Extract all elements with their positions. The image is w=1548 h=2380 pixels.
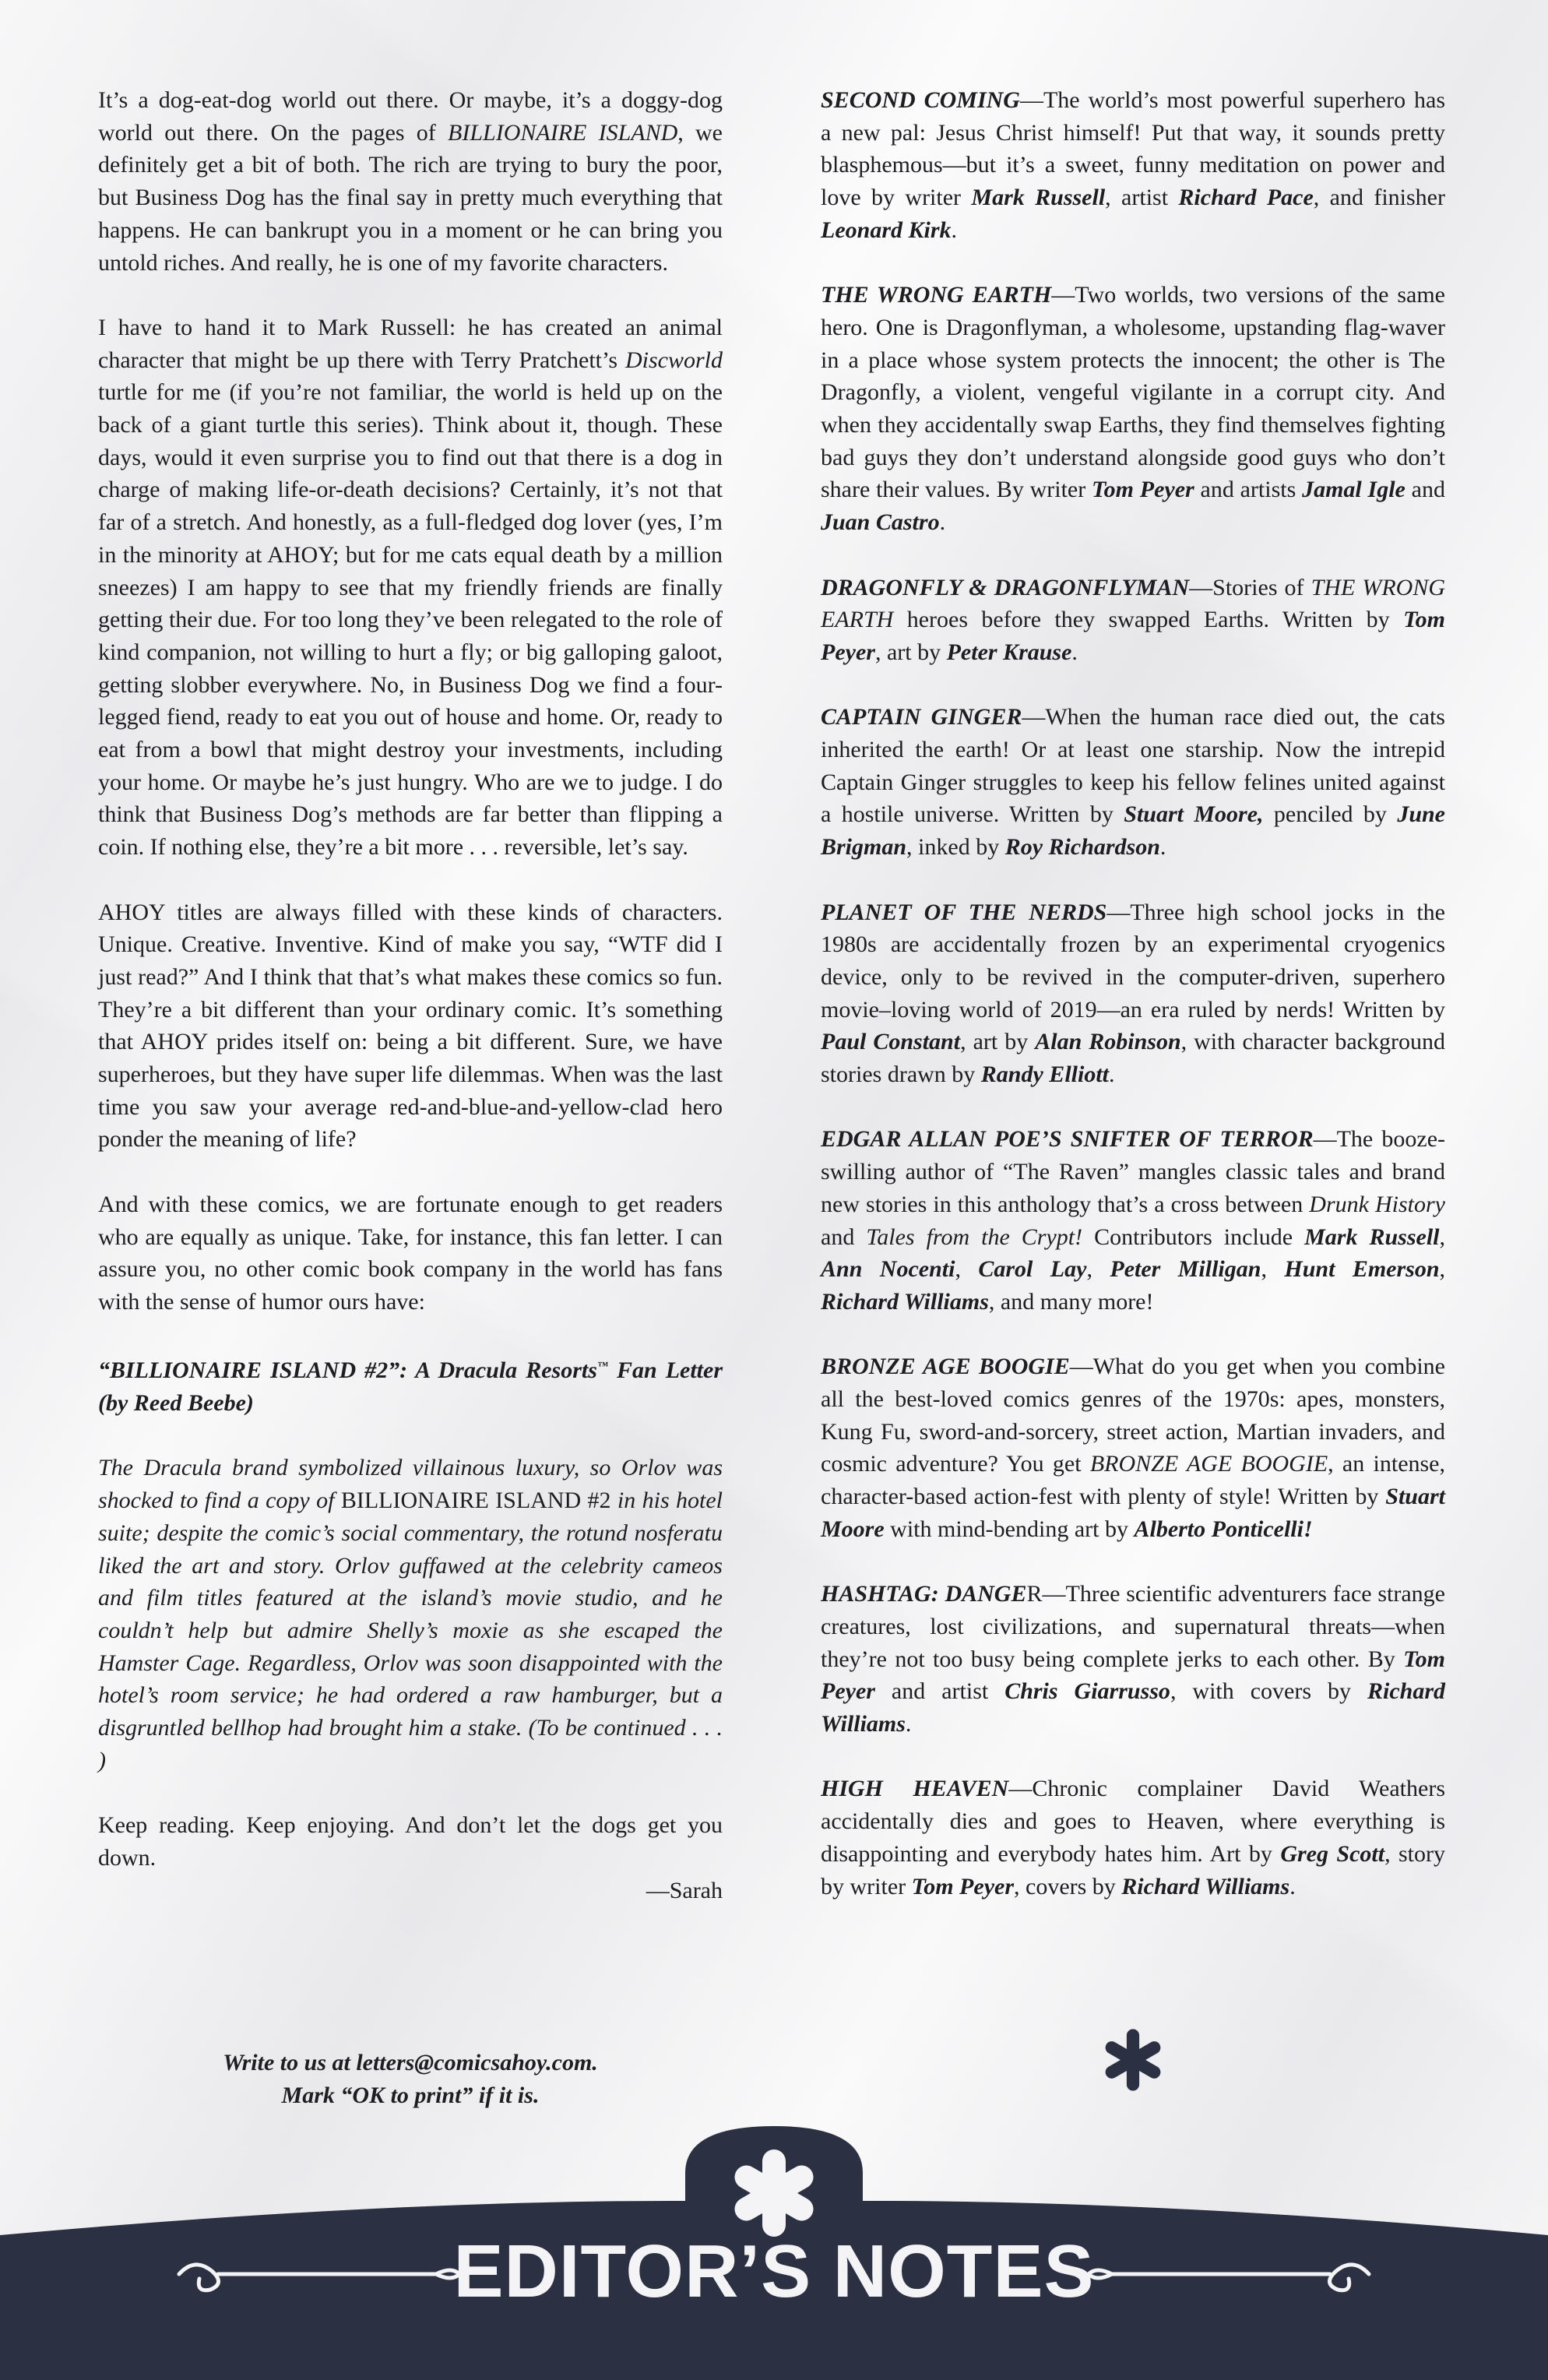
entry-snifter-of-terror: EDGAR ALLAN POE’S SNIFTER OF TERROR—The booze-swilling author of “The Raven” mangles classic tales and brand new stories in this anthology that’s a cross between Drunk History and Tales from the Crypt! Contributors include Mark Russell, Ann Nocenti, Carol Lay, Peter Milligan, Hunt Emerson, Richard Williams, and many more!	[821, 1126, 1446, 1315]
fan-letter-heading: “BILLIONAIRE ISLAND #2”: A Dracula Resorts™ Fan Letter (by Reed Beebe)	[98, 1357, 723, 1417]
entry-wrong-earth: THE WRONG EARTH—Two worlds, two versions of the same hero. One is Dragonflyman, a wholesome, upstanding flag-waver in a place whose system protects the innocent; the other is The Dragonfly, a violent, vengeful vigilante in a corrupt city. And when they accidentally swap Earths, they find themselves fighting bad guys they don’t understand alongside good guys who don’t share their values. By writer Tom Peyer and artists Jamal Igle and Juan Castro.	[821, 282, 1445, 536]
entry-high-heaven: HIGH HEAVEN—Chronic complainer David Weathers accidentally dies and goes to Heaven, where everything is disappointing and everybody hates him. Art by Greg Scott, story by writer Tom Peyer, covers by Richard Williams.	[821, 1776, 1446, 1899]
signature: —Sarah	[646, 1877, 723, 1903]
entry-dragonfly: DRAGONFLY & DRAGONFLYMAN—Stories of THE WRONG EARTH heroes before they swapped Earths. Written by Tom Peyer, art by Peter Krause.	[821, 574, 1445, 665]
write-to-us	[98, 2047, 723, 2111]
entry-second-coming: SECOND COMING—The world’s most powerful superhero has a new pal: Jesus Christ himself! Put that way, it sounds pretty blasphemous—but it’s a sweet, funny meditation on power and love by writer Mark Russell, artist Richard Pace, and finisher Leonard Kirk.	[821, 87, 1445, 243]
write-to-us-email: Write to us at letters@comicsahoy.com.	[223, 2050, 598, 2075]
paragraph-mark-russell: I have to hand it to Mark Russell: he has created an animal character that might be up there with Terry Pratchett’s Discworld turtle for me (if you’re not familiar, the world is held up on the back of a giant turtle this series). Think about it, though. These days, would it even surprise you to find out that there is a dog in charge of making life-or-death decisions? Certainly, it’s not that far of a stretch. And honestly, as a full-fledged dog lover (yes, I’m in the minority at AHOY; but for me cats equal death by a million sneezes) I am happy to see that my friendly friends are finally getting their due. For too long they’ve been relegated to the role of kind companion, not willing to hurt a fly; or big galloping galoot, getting slobber everywhere. No, in Business Dog we find a four-legged fiend, ready to eat you out of house and home. Or, ready to eat from a bowl that might destroy your investments, including your home. Or maybe he’s just hungry. Who are we to judge. I do think that Business Dog’s methods are far better than flipping a coin. If nothing else, they’re a bit more . . . reversible, let’s say.	[98, 314, 723, 861]
entry-captain-ginger: CAPTAIN GINGER—When the human race died out, the cats inherited the earth! Or at least one starship. Now the intrepid Captain Ginger struggles to keep his fellow felines united against a hostile universe. Written by Stuart Moore, penciled by June Brigman, inked by Roy Richardson.	[821, 704, 1445, 861]
entry-bronze-age-boogie: BRONZE AGE BOOGIE—What do you get when you combine all the best-loved comics genres of the 1970s: apes, monsters, Kung Fu, sword-and-sorcery, street action, Martian invaders, and cosmic adventure? You get BRONZE AGE BOOGIE, an intense, character-based action-fest with plenty of style! Written by Stuart Moore with mind-bending art by Alberto Ponticelli!	[821, 1354, 1445, 1542]
write-to-us-note: Mark “OK to print” if it is.	[281, 2082, 540, 2108]
paragraph-intro: It’s a dog-eat-dog world out there. Or maybe, it’s a doggy-dog world out there. On the pages of BILLIONAIRE ISLAND, we definitely get a bit of both. The rich are trying to bury the poor, but Business Dog has the final say in pretty much everything that happens. He can bankrupt you in a moment or he can bring you untold riches. And really, he is one of my favorite characters.	[98, 87, 723, 276]
banner-title: EDITOR’S NOTES	[453, 2230, 1095, 2313]
paragraph-closing: Keep reading. Keep enjoying. And don’t let the dogs get you down.	[98, 1812, 723, 1871]
right-column	[821, 84, 1445, 1903]
paragraph-readers: And with these comics, we are fortunate enough to get readers who are equally as unique. Take, for instance, this fan letter. I can assure you, no other comic book company in the world has fans with the sense of humor ours have:	[98, 1191, 723, 1315]
entry-hashtag-danger: HASHTAG: DANGER—Three scientific adventurers face strange creatures, lost civilizations, and supernatural threats—when they’re not too busy being complete jerks to each other. By Tom Peyer and artist Chris Giarrusso, with covers by Richard Williams.	[821, 1581, 1445, 1737]
left-column	[98, 84, 723, 1939]
paragraph-ahoy-titles: AHOY titles are always filled with these kinds of characters. Unique. Creative. Inventive. Kind of make you say, “WTF did I just read?” And I think that that’s what makes these comics so fun. They’re a bit different than your ordinary comic. It’s something that AHOY prides itself on: being a bit different. Sure, we have superheroes, but they have super life dilemmas. When was the last time you saw your average red-and-blue-and-yellow-clad hero ponder the meaning of life?	[98, 899, 723, 1153]
entry-planet-of-the-nerds: PLANET OF THE NERDS—Three high school jocks in the 1980s are accidentally frozen by an experimental cryogenics device, only to be revived in the computer-driven, superhero movie–loving world of 2019—an era ruled by nerds! Written by Paul Constant, art by Alan Robinson, with character background stories drawn by Randy Elliott.	[821, 899, 1445, 1088]
asterisk-icon	[1098, 2025, 1168, 2095]
fan-letter-body: The Dracula brand symbolized villainous luxury, so Orlov was shocked to find a copy of BILLIONAIRE ISLAND #2 in his hotel suite; despite the comic’s social commentary, the rotund nosferatu liked the art and story. Orlov guffawed at the celebrity cameos and film titles featured at the island’s movie studio, and he couldn’t help but admire Shelly’s moxie as she escaped the Hamster Cage. Regardless, Orlov was soon disappointed with the hotel’s room service; he had ordered a raw hamburger, but a disgruntled bellhop had brought him a stake. (To be continued . . . )	[98, 1455, 723, 1773]
